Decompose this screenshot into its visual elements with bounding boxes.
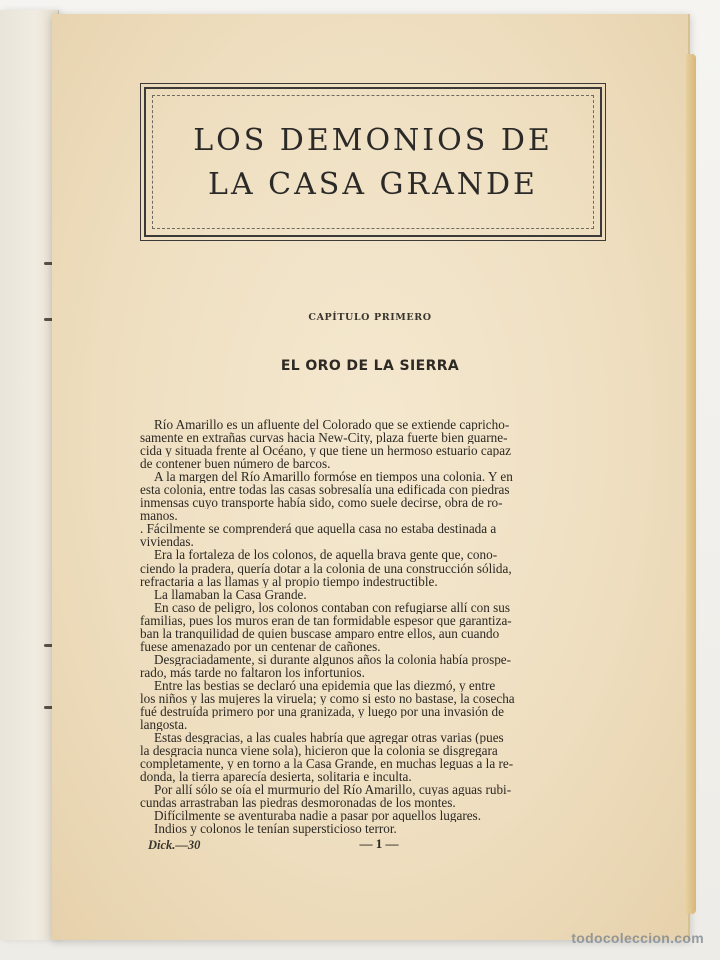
title-line-1: LOS DEMONIOS DE: [193, 123, 553, 158]
title-frame: [144, 87, 602, 237]
body-line: La llamaban la Casa Grande.: [154, 587, 307, 601]
title-line-2: LA CASA GRANDE: [208, 167, 538, 202]
body-line: ban la tranquilidad de quien buscase amparo entre ellos, aun cuando: [140, 626, 500, 640]
body-line: Estas desgracias, a las cuales habría que agregar otras varias (pues: [154, 731, 504, 745]
body-line: la desgracia nunca viene sola), hicieron que la colonia se disgregara: [140, 744, 498, 758]
body-line: A la margen del Río Amarillo formóse en tiempos una colonia. Y en: [154, 470, 513, 484]
body-line: manos.: [140, 509, 178, 523]
body-line: Desgraciadamente, si durante algunos años la colonia había prospe-: [154, 652, 512, 666]
page-number: — 1 —: [359, 836, 399, 851]
body-line: cundas arrastraban las piedras desmoronadas de los montes.: [140, 796, 456, 810]
body-line: los niños y las mujeres la viruela; y como si esto no bastase, la cosecha: [140, 691, 515, 706]
body-line: Por allí sólo se oía el murmurio del Río Amarillo, cuyas aguas rubi-: [154, 783, 512, 797]
body-line: . Fácilmente se comprenderá que aquella casa no estaba destinada a: [140, 522, 497, 536]
body-line: cida y situada frente al Océano, y que tiene un hermoso estuario capaz: [140, 444, 511, 458]
body-line: Río Amarillo es un afluente del Colorado que se extiende capricho-: [154, 418, 510, 432]
body-line: donda, la tierra aparecía desierta, solitaria e inculta.: [140, 770, 412, 784]
body-line: En caso de peligro, los colonos contaban con refugiarse allí con sus: [154, 600, 510, 614]
body-line: fuese amenazado por un centenar de cañones.: [140, 639, 381, 653]
chapter-title: EL ORO DE LA SIERRA: [280, 358, 460, 374]
body-line: Era la fortaleza de los colonos, de aquella brava gente que, cono-: [154, 548, 498, 562]
page-stack-edge: [686, 54, 696, 914]
body-line: fué destruída primero por una granizada, y luego por una invasión de: [140, 705, 505, 719]
body-line: refractaria a las llamas y al propio tiempo indestructible.: [140, 574, 438, 588]
body-line: langosta.: [140, 718, 188, 732]
previous-page-edge: [0, 10, 59, 940]
body-line: Indios y colonos le tenían supersticioso terror.: [154, 822, 397, 836]
body-line: familias, pues los muros eran de tan formidable espesor que garantiza-: [140, 613, 512, 627]
body-line: Difícilmente se aventuraba nadie a pasar por aquellos lugares.: [154, 809, 481, 823]
footer-signature: Dick.—30: [148, 838, 201, 852]
body-line: de contener buen número de barcos.: [140, 457, 331, 471]
body-text: [140, 418, 612, 836]
body-line: completamente, y en torno a la Casa Grande, en muchas leguas a la re-: [140, 757, 514, 771]
body-line: samente en extrañas curvas hacia New-City, plaza fuerte bien guarne-: [140, 431, 508, 445]
body-line: viviendas.: [140, 535, 194, 549]
body-line: ciendo la pradera, quería dotar a la colonia de una construcción sólida,: [140, 561, 512, 575]
body-line: inmensas cuyo transporte había sido, como suele decirse, obra de ro-: [140, 496, 503, 510]
body-line: esta colonia, entre todas las casas sobresalía una edificada con piedras: [140, 483, 510, 497]
book-page: [52, 14, 690, 940]
watermark: todocoleccion.com: [571, 930, 704, 946]
title-frame-inner-border: [152, 95, 594, 229]
body-line: rado, más tarde no faltaron los infortunios.: [140, 665, 365, 679]
body-line: Entre las bestias se declaró una epidemia que las diezmó, y entre: [154, 678, 496, 692]
chapter-label: CAPÍTULO PRIMERO: [308, 312, 432, 323]
